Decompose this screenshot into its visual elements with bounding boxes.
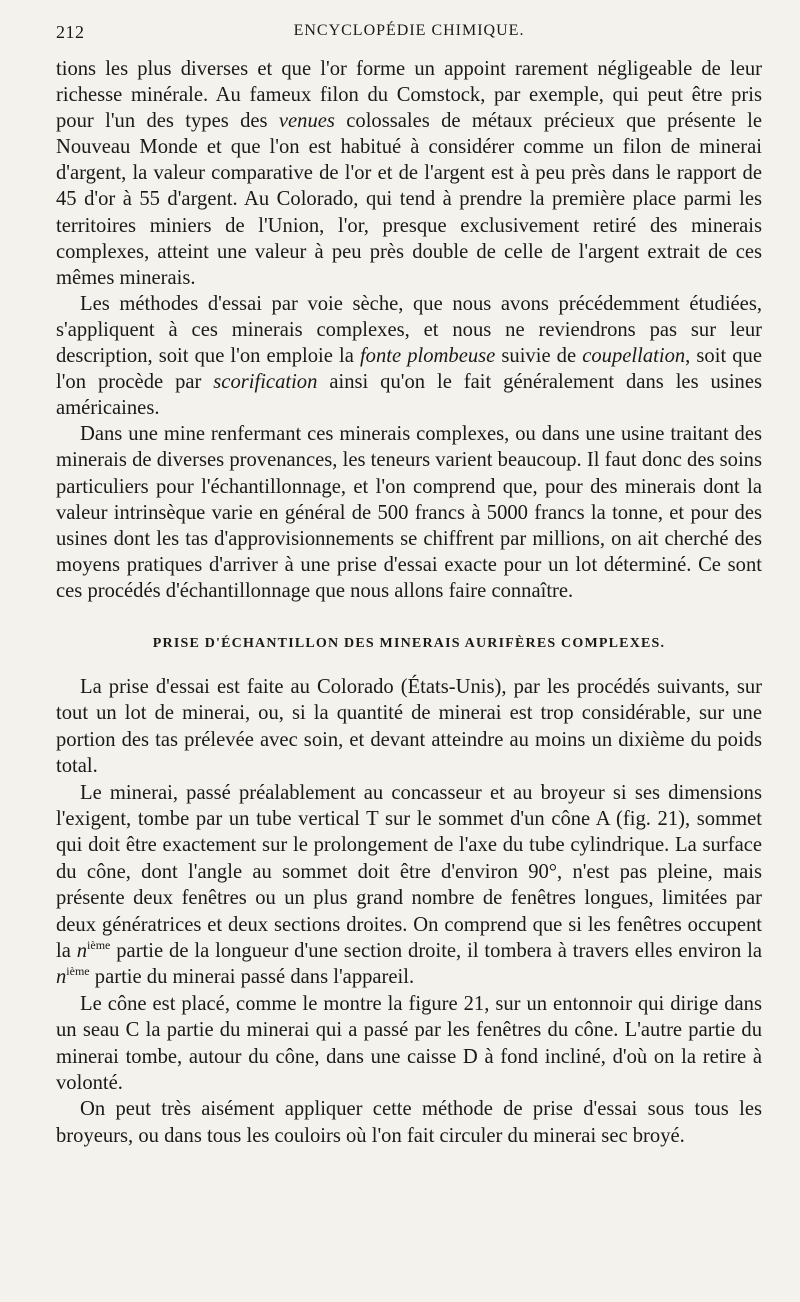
text-run: Dans une mine renfermant ces minerais complexes, ou dans une usine traitant des minerais de diverses provenances, les teneurs varient beaucoup. Il faut donc des soins particuliers pour l'échantillonnage, et l'on comprend que, pour des minerais dont la valeur intrinsèque varie en général de 500 francs à 5000 francs la tonne, et pour des usines dont les tas d'approvisionnements se chiffrent par millions, on ait cherché des moyens pratiques d'arriver à une prise d'essai exacte pour un lot déterminé. Ce sont ces procédés d'échantillonnage que nous allons faire connaître. (56, 423, 762, 602)
italic-run: coupellation (582, 345, 686, 368)
italic-run: scorification (213, 371, 318, 394)
paragraph (56, 56, 762, 291)
paragraph (56, 421, 762, 604)
body-part-2 (56, 674, 762, 1149)
italic-run: venues (278, 110, 335, 133)
text-run: Le minerai, passé préalablement au concasseur et au broyeur si ses dimensions l'exigent, tombe par un tube vertical T sur le sommet d'un cône A (fig. 21), sommet qui doit être exactement sur le prolongement de l'axe du tube cylindrique. La surface du cône, dont l'angle au sommet doit être d'environ 90°, n'est pas pleine, mais présente deux fenêtres ou un plus grand nombre de fenêtres longues, limitées par deux génératrices et deux sections droites. On comprend que si les fenêtres occupent la (56, 781, 762, 963)
text-run: tions les plus diverses et que l'or forme un appoint rarement négligeable de leur richesse minérale. Au fameux filon du Comstock, par exemple, qui peut être pris pour l'un des types des (56, 58, 762, 133)
superscript-run: ième (66, 964, 90, 979)
document-page (56, 22, 762, 1149)
text-run: On peut très aisément appliquer cette méthode de prise d'essai sous tous les broyeurs, ou dans tous les couloirs où l'on fait circuler du minerai sec broyé. (56, 1098, 762, 1147)
paragraph (56, 780, 762, 991)
paragraph (56, 674, 762, 780)
page-number: 212 (56, 22, 85, 42)
paragraph (56, 1096, 762, 1149)
text-run: partie de la longueur d'une section droite, il tombera à travers elles environ la (110, 940, 762, 963)
text-run: suivie de (495, 345, 583, 368)
italic-run: n (76, 940, 88, 963)
page-header (56, 22, 762, 46)
superscript-run: ième (87, 938, 111, 953)
section-heading: PRISE D'ÉCHANTILLON DES MINERAIS AURIFÈRES COMPLEXES. (152, 635, 666, 651)
text-run: Le cône est placé, comme le montre la figure 21, sur un entonnoir qui dirige dans un seau C la partie du minerai qui a passé par les fenêtres du cône. L'autre partie du minerai tombe, autour du cône, dans une caisse D à fond incliné, d'où on la retire à volonté. (56, 992, 762, 1095)
text-run: colossales de métaux précieux que présente le Nouveau Monde et que l'on est habitué à considérer comme un filon de minerai d'argent, la valeur comparative de l'or et de l'argent est à peu près dans le rapport de 45 d'or à 55 d'argent. Au Colorado, qui tend à prendre la première place parmi les territoires miniers de l'Union, l'or, presque exclusivement retiré des minerais complexes, atteint une valeur à peu près double de celle de l'argent extrait de ces mêmes minerais. (56, 110, 762, 289)
text-run: , soit que l'on procède par (56, 345, 762, 394)
italic-run: fonte plombeuse (359, 345, 496, 368)
text-run: ainsi qu'on le fait généralement dans les usines américaines. (56, 371, 762, 420)
running-title: ENCYCLOPÉDIE CHIMIQUE. (293, 22, 525, 39)
paragraph (56, 991, 762, 1097)
paragraph (56, 291, 762, 421)
italic-run: n (56, 966, 67, 989)
body-part-1 (56, 56, 762, 604)
text-run: Les méthodes d'essai par voie sèche, que nous avons précédemment étudiées, s'appliquent à ces minerais complexes, et nous ne reviendrons pas sur leur description, soit que l'on emploie la (56, 292, 762, 368)
text-run: La prise d'essai est faite au Colorado (États-Unis), par les procédés suivants, sur tout un lot de minerai, ou, si la quantité de minerai est trop considérable, sur une portion des tas prélevée avec soin, et devant atteindre au moins un dixième du poids total. (56, 675, 762, 778)
text-run: partie du minerai passé dans l'appareil. (89, 966, 415, 989)
